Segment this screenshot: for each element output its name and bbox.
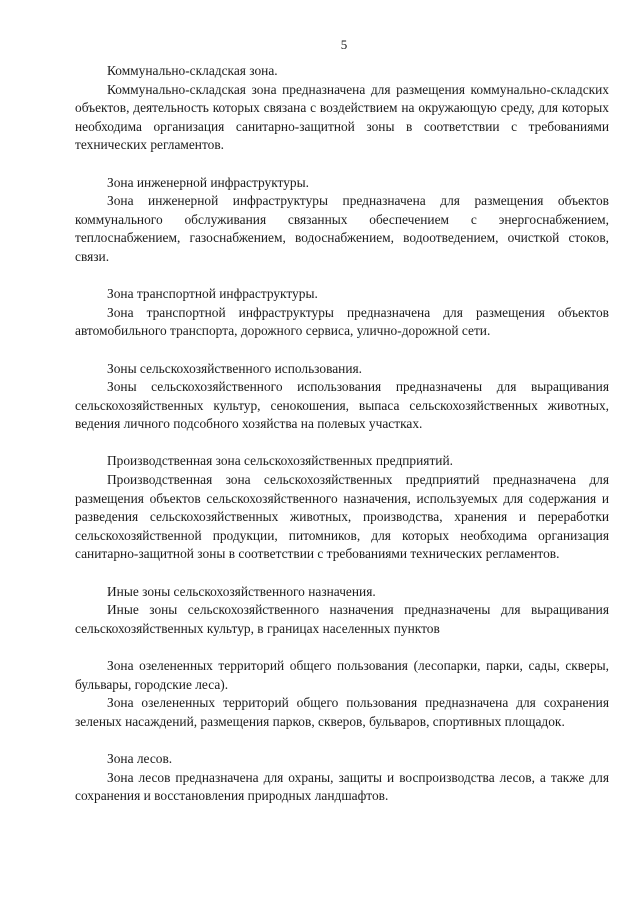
section-communal-storage-zone: [75, 62, 609, 155]
section-body: Зоны сельскохозяйственного использования предназначены для выращивания сельскохозяйственных культур, сенокошения, выпаса сельскохозяйственных животных, ведения личного подсобного хозяйства на полевых участках.: [75, 379, 609, 432]
section-body: Зона озелененных территорий общего пользования предназначена для сохранения зеленых насаждений, размещения парков, скверов, бульваров, спортивных площадок.: [75, 695, 609, 729]
section-green-public-areas-zone: [75, 657, 609, 731]
section-heading: Зона озелененных территорий общего пользования (лесопарки, парки, сады, скверы, бульвары, городские леса).: [75, 658, 609, 692]
section-body: Зона лесов предназначена для охраны, защиты и воспроизводства лесов, а также для сохранения и восстановления природных ландшафтов.: [75, 769, 609, 804]
section-heading: Производственная зона сельскохозяйственных предприятий.: [107, 453, 453, 469]
section-agricultural-production-zone: [75, 452, 609, 564]
section-heading: Зона транспортной инфраструктуры.: [107, 286, 318, 302]
section-heading: Иные зоны сельскохозяйственного назначения.: [107, 583, 376, 599]
section-agricultural-use-zones: [75, 360, 609, 434]
section-body: Зона транспортной инфраструктуры предназначена для размещения объектов автомобильного транспорта, дорожного сервиса, улично-дорожной сети.: [75, 304, 609, 339]
page-number: 5: [340, 37, 348, 52]
section-heading: Зоны сельскохозяйственного использования.: [107, 360, 363, 376]
section-forest-zone: [75, 750, 609, 806]
section-engineering-infrastructure-zone: [75, 174, 609, 267]
section-body: Зона инженерной инфраструктуры предназначена для размещения объектов коммунального обслуживания связанных обеспечением с энергоснабжением, теплоснабжением, газоснабжением, водоснабжением, водоотведением, очисткой стоков, связи.: [75, 193, 609, 264]
section-heading: Зона инженерной инфраструктуры.: [107, 174, 309, 190]
document-body: [75, 62, 609, 824]
section-transport-infrastructure-zone: [75, 285, 609, 341]
section-heading: Коммунально-складская зона.: [107, 63, 278, 78]
section-heading: Зона лесов.: [107, 750, 173, 766]
section-body: Иные зоны сельскохозяйственного назначения предназначены для выращивания сельскохозяйственных культур, в границах населенных пунктов: [75, 602, 609, 636]
section-body: Производственная зона сельскохозяйственных предприятий предназначена для размещения объектов сельскохозяйственного назначения, используемых для содержания и разведения сельскохозяйственных животных, производства, хранения и переработки сельскохозяйственной продукции, питомников, для которых необходима организация санитарно-защитной зоны в соответствии с требованиями технических регламентов.: [75, 472, 609, 562]
section-body: Коммунально-складская зона предназначена для размещения коммунально-складских объектов, деятельность которых связана с воздействием на окружающую среду, для которых необходима организация санитарно-защитной зоны в соответствии с требованиями технических регламентов.: [75, 81, 609, 153]
section-other-agricultural-zones: [75, 583, 609, 639]
